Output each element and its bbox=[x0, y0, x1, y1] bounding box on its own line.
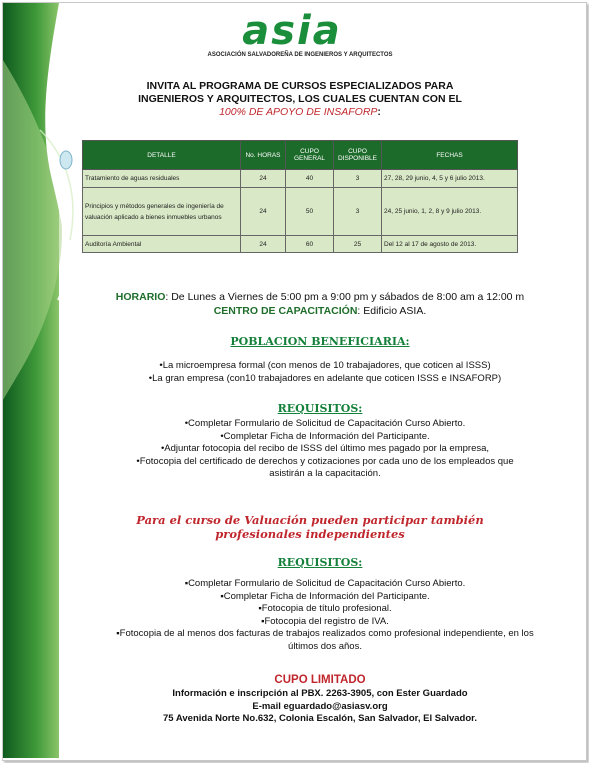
list-item: últimos dos años. bbox=[288, 640, 362, 652]
cell-detalle: Tratamiento de aguas residuales bbox=[83, 170, 241, 188]
requisitos-independientes-title: REQUISITOS: bbox=[277, 556, 363, 569]
list-item: ▪Fotocopia del registro de IVA. bbox=[261, 615, 389, 627]
requisitos-list bbox=[70, 418, 580, 481]
list-item: ▪Fotocopia de título profesional. bbox=[258, 603, 392, 614]
courses-table bbox=[82, 140, 518, 253]
poblacion-list bbox=[70, 360, 580, 385]
horario-line bbox=[60, 290, 580, 304]
header-fechas: FECHAS bbox=[382, 141, 518, 170]
cell-fechas: 27, 28, 29 junio, 4, 5 y 6 julio 2013. bbox=[382, 170, 518, 188]
intro-line-3 bbox=[80, 106, 520, 119]
cell-horas: 24 bbox=[241, 236, 286, 253]
cell-cupo-general: 50 bbox=[286, 188, 334, 236]
list-item: •Fotocopia del certificado de derechos y cotizaciones por cada uno de los empleados que bbox=[136, 455, 514, 467]
requisitos-title: REQUISITOS: bbox=[277, 402, 363, 415]
contact-block bbox=[60, 688, 580, 726]
cell-cupo-disponible: 3 bbox=[334, 188, 382, 236]
header-detalle: DETALLE bbox=[83, 141, 241, 170]
contact-phone: Información e inscripción al PBX. 2263-3905, con Ester Guardado bbox=[172, 688, 468, 699]
table-row bbox=[83, 188, 518, 236]
list-item: ▪Completar Formulario de Solicitud de Capacitación Curso Abierto. bbox=[184, 578, 466, 589]
centro-label: CENTRO DE CAPACITACIÓN bbox=[213, 305, 358, 317]
list-item: ▪Fotocopia de al menos dos facturas de trabajos realizados como profesional independiente, en los bbox=[116, 628, 534, 639]
cell-cupo-general: 40 bbox=[286, 170, 334, 188]
logo-subtitle: ASOCIACIÓN SALVADOREÑA DE INGENIEROS Y ARQUITECTOS bbox=[207, 52, 393, 58]
valuacion-line-1: Para el curso de Valuación pueden participar también bbox=[136, 513, 484, 527]
list-item: •La gran empresa (con10 trabajadores en adelante que coticen ISSS e INSAFORP) bbox=[148, 372, 502, 384]
requisitos-independientes-list bbox=[70, 578, 580, 653]
horario-label: HORARIO bbox=[115, 291, 166, 303]
list-item: •La microempresa formal (con menos de 10 trabajadores, que coticen al ISSS) bbox=[159, 360, 491, 371]
horario-text: : De Lunes a Viernes de 5:00 pm a 9:00 pm y sábados de 8:00 am a 12:00 m bbox=[165, 291, 525, 303]
intro-heading bbox=[80, 80, 520, 119]
contact-address: 75 Avenida Norte No.632, Colonia Escalón, San Salvador, El Salvador. bbox=[163, 713, 477, 724]
table-row bbox=[83, 170, 518, 188]
centro-line bbox=[60, 304, 580, 318]
intro-line-1: INVITA AL PROGRAMA DE CURSOS ESPECIALIZADOS PARA bbox=[146, 80, 454, 92]
cell-cupo-disponible: 25 bbox=[334, 236, 382, 253]
header-cupo-general: CUPO GENERAL bbox=[286, 141, 334, 170]
insaforp-highlight: 100% DE APOYO DE INSAFORP bbox=[219, 106, 378, 118]
table-row bbox=[83, 236, 518, 253]
list-item: •Adjuntar fotocopia del recibo de ISSS del último mes pagado por la empresa, bbox=[160, 443, 490, 454]
cell-fechas: Del 12 al 17 de agosto de 2013. bbox=[382, 236, 518, 253]
header-cupo-disponible: CUPO DISPONIBLE bbox=[334, 141, 382, 170]
asia-logo: asia bbox=[242, 8, 342, 54]
list-item: •Completar Formulario de Solicitud de Capacitación Curso Abierto. bbox=[184, 418, 466, 429]
intro-colon: : bbox=[377, 106, 381, 118]
schedule-block bbox=[60, 290, 580, 318]
cell-horas: 24 bbox=[241, 170, 286, 188]
cell-detalle: Principios y métodos generales de ingeniería de valuación aplicado a bienes inmuebles urbanos bbox=[83, 188, 241, 236]
cell-horas: 24 bbox=[241, 188, 286, 236]
cupo-limitado: CUPO LIMITADO bbox=[274, 674, 366, 686]
contact-email: E-mail eguardado@asiasv.org bbox=[252, 700, 388, 712]
valuacion-note bbox=[90, 513, 530, 541]
cell-cupo-general: 60 bbox=[286, 236, 334, 253]
cell-cupo-disponible: 3 bbox=[334, 170, 382, 188]
intro-line-2: INGENIEROS Y ARQUITECTOS, LOS CUALES CUENTAN CON EL bbox=[138, 93, 462, 105]
table-header-row bbox=[83, 141, 518, 170]
poblacion-title: POBLACION BENEFICIARIA: bbox=[230, 335, 410, 348]
valuacion-line-2: profesionales independientes bbox=[215, 527, 405, 541]
list-item: •Completar Ficha de Información del Participante. bbox=[220, 430, 430, 442]
header-horas: No. HORAS bbox=[241, 141, 286, 170]
centro-text: : Edificio ASIA. bbox=[357, 305, 427, 317]
list-item: ▪Completar Ficha de Información del Participante. bbox=[220, 590, 430, 602]
list-item: asistirán a la capacitación. bbox=[269, 468, 381, 479]
cell-fechas: 24, 25 junio, 1, 2, 8 y 9 julio 2013. bbox=[382, 188, 518, 236]
cell-detalle: Auditoría Ambiental bbox=[83, 236, 241, 253]
